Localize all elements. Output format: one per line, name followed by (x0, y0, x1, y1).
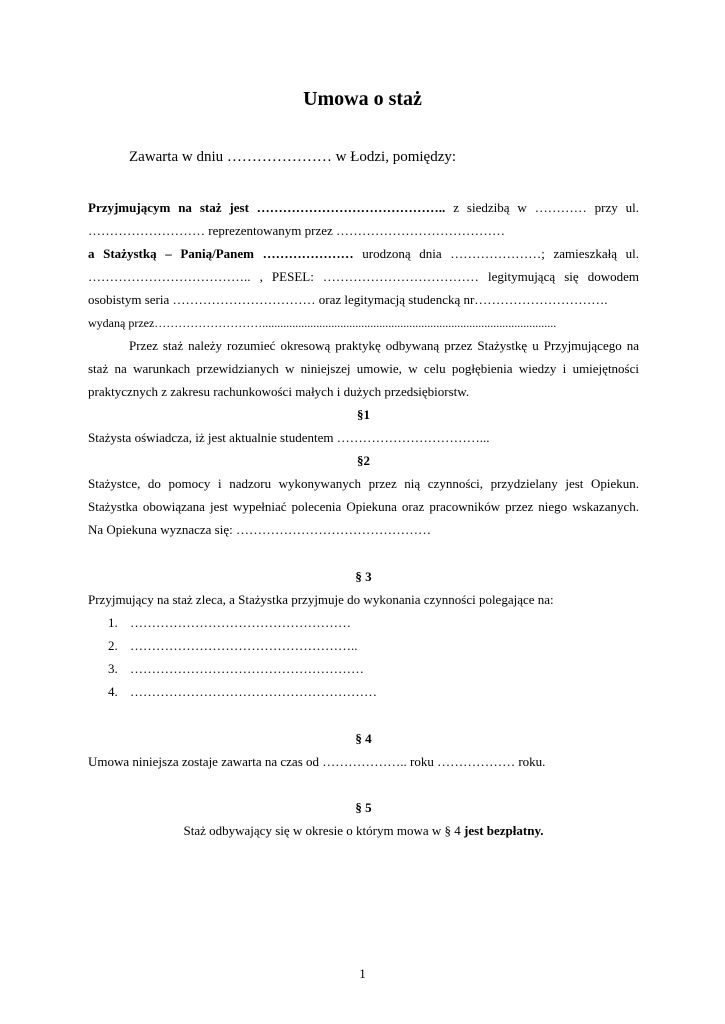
document-title: Umowa o staż (303, 88, 422, 110)
party-line-5: osobistym seria …………………………… oraz legitymacją studencką nr…………………………. (88, 292, 608, 307)
party-line-4: ……………………………….. , PESEL: ……………………………… legitymującą się dowodem (88, 269, 639, 284)
host-address: z siedzibą w ………… przy ul. (445, 200, 639, 215)
list-item: 3. ……………………………………………… (108, 661, 364, 676)
section-3-heading: § 3 (355, 569, 372, 584)
section-1-heading: §1 (357, 407, 370, 422)
contract-date-line: Zawarta w dniu ………………… w Łodzi, pomiędzy: (129, 149, 457, 165)
section-4-text: Umowa niniejsza zostaje zawarta na czas od ……………….. roku ……………… roku. (88, 754, 546, 769)
list-item: 2. …………………………………………….. (108, 638, 358, 653)
page-number: 1 (359, 966, 366, 981)
party-line-2: ……………………… reprezentowanym przez ………………………………… (88, 223, 506, 238)
intern-label: a Stażystką – Panią/Panem (88, 246, 254, 261)
party-line-3 (88, 246, 639, 262)
list-item: 1. …………………………………………… (108, 615, 351, 630)
section-2-heading: §2 (357, 453, 370, 468)
section-2-line-1: Stażystce, do pomocy i nadzoru wykonywanych przez nią czynności, przydzielany jest Opiekun. (88, 476, 639, 491)
section-5-heading: § 5 (355, 800, 372, 815)
intern-birth: urodzoną dnia …………………; zamieszkałą ul. (353, 246, 639, 261)
party-line-1 (88, 200, 639, 216)
intro-line-2: staż na warunkach przewidzianych w niniejszej umowie, w celu pogłębienia wiedzy i umiejętności (88, 361, 639, 376)
section-4-heading: § 4 (355, 731, 372, 746)
intern-name-blank: ………………… (262, 246, 354, 261)
intro-line-1: Przez staż należy rozumieć okresową praktykę odbywaną przez Stażystkę u Przyjmującego na (129, 338, 639, 353)
section-5-text: Staż odbywający się w okresie o którym mowa w § 4 jest bezpłatny. (183, 823, 544, 838)
intro-line-3: praktycznych z zakresu rachunkowości małych i dużych przedsiębiorstw. (88, 384, 470, 399)
list-item: 4. ………………………………………………… (108, 684, 377, 699)
host-label: Przyjmującym na staż jest …………………………………….. (88, 200, 446, 215)
party-line-6: wydaną przez……………………….................................................................................................. (88, 316, 557, 330)
section-1-text: Stażysta oświadcza, iż jest aktualnie studentem ……………………………... (88, 430, 490, 445)
section-3-text: Przyjmujący na staż zleca, a Stażystka przyjmuje do wykonania czynności polegające na: (88, 592, 554, 607)
section-2-line-2: Stażystka obowiązana jest wypełniać polecenia Opiekuna oraz pracowników przez niego wskazanych. (88, 499, 639, 514)
section-2-line-3: Na Opiekuna wyznacza się: ……………………………………… (88, 522, 431, 537)
